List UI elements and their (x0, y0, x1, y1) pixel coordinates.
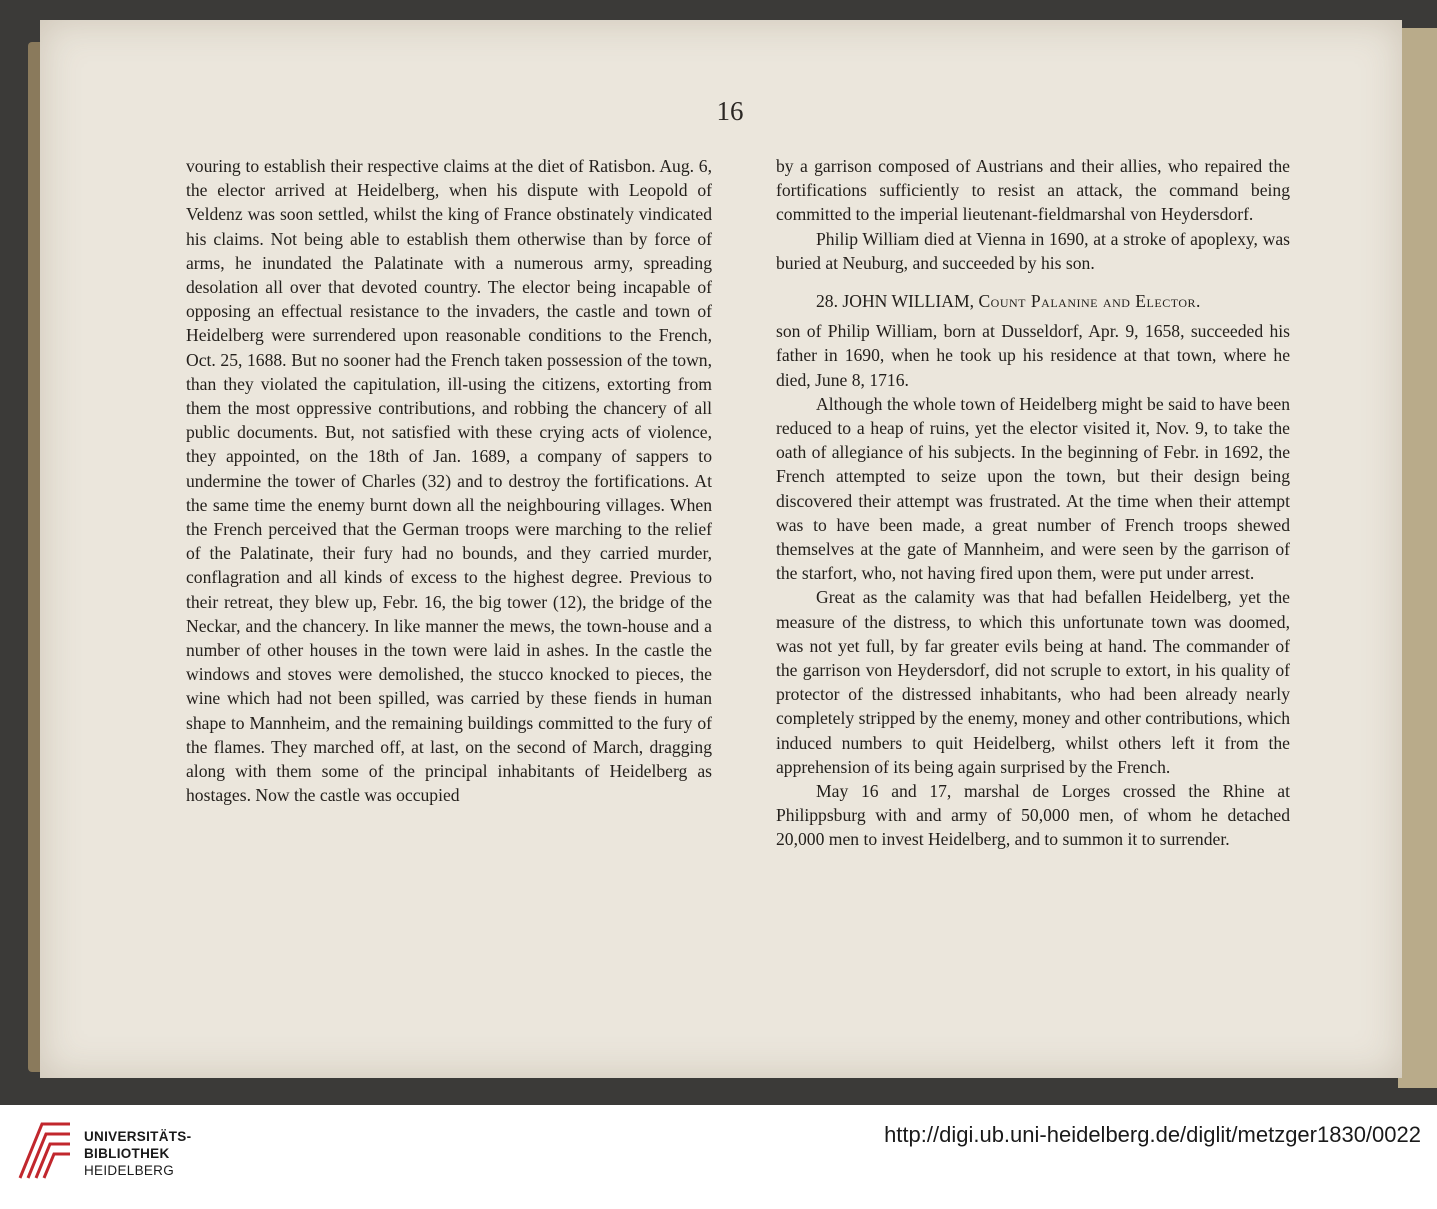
right-column (776, 154, 1290, 852)
library-logo-icon[interactable] (16, 1120, 74, 1182)
logo-line-1: UNIVERSITÄTS- (84, 1129, 192, 1144)
section-heading (776, 289, 1290, 313)
right-paragraph-1: by a garrison composed of Austrians and their allies, who repaired the fortifications sufficiently to resist an attack, the command being committed to the imperial lieutenant-fieldmarshal von Heydersdorf. (776, 156, 1290, 225)
section-heading-title: Count Palanine and Elector. (978, 291, 1201, 312)
right-paragraph-6: May 16 and 17, marshal de Lorges crossed the Rhine at Philippsburg with and army of 50,000 men, of whom he detached 20,000 men to invest Heidelberg, and to summon it to surrender. (776, 781, 1290, 850)
right-paragraph-5: Great as the calamity was that had befallen Heidelberg, yet the measure of the distress, to which this unfortunate town was doomed, was not yet full, by far greater evils being at hand. The commander of the garrison von Heydersdorf, did not scruple to extort, in his quality of protector of the distressed inhabitants, who had been already nearly completely stripped by the enemy, money and other contributions, which induced numbers to quit Heidelberg, whilst others left it from the apprehension of its being again surprised by the French. (776, 587, 1290, 777)
logo-line-2: BIBLIOTHEK (84, 1146, 170, 1161)
left-column (186, 154, 712, 807)
section-heading-number: 28. (816, 291, 838, 312)
right-paragraph-3: son of Philip William, born at Dusseldorf, Apr. 9, 1658, succeeded his father in 1690, when he took up his residence at that town, where he died, June 8, 1716. (776, 321, 1290, 390)
left-column-text: vouring to establish their respective claims at the diet of Ratisbon. Aug. 6, the elector arrived at Heidelberg, when his dispute with Leopold of Veldenz was soon settled, whilst the king of France obstinately vindicated his claims. Not being able to establish them otherwise than by force of arms, he inundated the Palatinate with a numerous army, spreading desolation all over that devoted country. The elector being incapable of opposing an effectual resistance to the invaders, the castle and town of Heidelberg were surrendered upon reasonable conditions to the French, Oct. 25, 1688. But no sooner had the French taken possession of the town, than they violated the capitulation, ill-using the citizens, extorting from them the most oppressive contributions, and robbing the chancery of all public documents. But, not satisfied with these crying acts of violence, they appointed, on the 18th of Jan. 1689, a company of sappers to undermine the tower of Charles (32) and to destroy the fortifications. At the same time the enemy burnt down all the neighbouring villages. When the French perceived that the German troops were marching to the relief of the Palatinate, their fury had no bounds, and they carried murder, conflagration and all kinds of excess to the highest degree. Previous to their retreat, they blew up, Febr. 16, the big tower (12), the bridge of the Neckar, and the chancery. In like manner the mews, the town-house and a number of other houses in the town were laid in ashes. In the castle the windows and stoves were demolished, the stucco knocked to pieces, the wine which had not been spilled, was carried by these fiends in human shape to Mannheim, and the remaining buildings committed to the fury of the flames. They marched off, at last, on the second of March, dragging along with them some of the principal inhabitants of Heidelberg as hostages. Now the castle was occupied (186, 156, 712, 806)
permalink-url[interactable]: http://digi.ub.uni-heidelberg.de/diglit/metzger1830/0022 (884, 1122, 1421, 1147)
footer-bar (0, 1105, 1437, 1209)
library-logo-text[interactable] (84, 1128, 191, 1179)
logo-line-3: HEIDELBERG (84, 1163, 175, 1178)
section-heading-name: JOHN WILLIAM, (842, 291, 975, 312)
right-paragraph-4: Although the whole town of Heidelberg might be said to have been reduced to a heap of ruins, yet the elector visited it, Nov. 9, to take the oath of allegiance of his subjects. In the beginning of Febr. in 1692, the French attempted to seize upon the town, but their design being discovered their attempt was frustrated. At the time when their attempt was to have been made, a great number of French troops shewed themselves at the gate of Mannheim, and were seen by the garrison of the starfort, who, not having fired upon them, were put under arrest. (776, 393, 1290, 584)
right-paragraph-2: Philip William died at Vienna in 1690, at a stroke of apoplexy, was buried at Neuburg, and succeeded by his son. (776, 228, 1290, 273)
page-number: 16 (716, 96, 744, 126)
book-cover-right (1398, 28, 1437, 1088)
